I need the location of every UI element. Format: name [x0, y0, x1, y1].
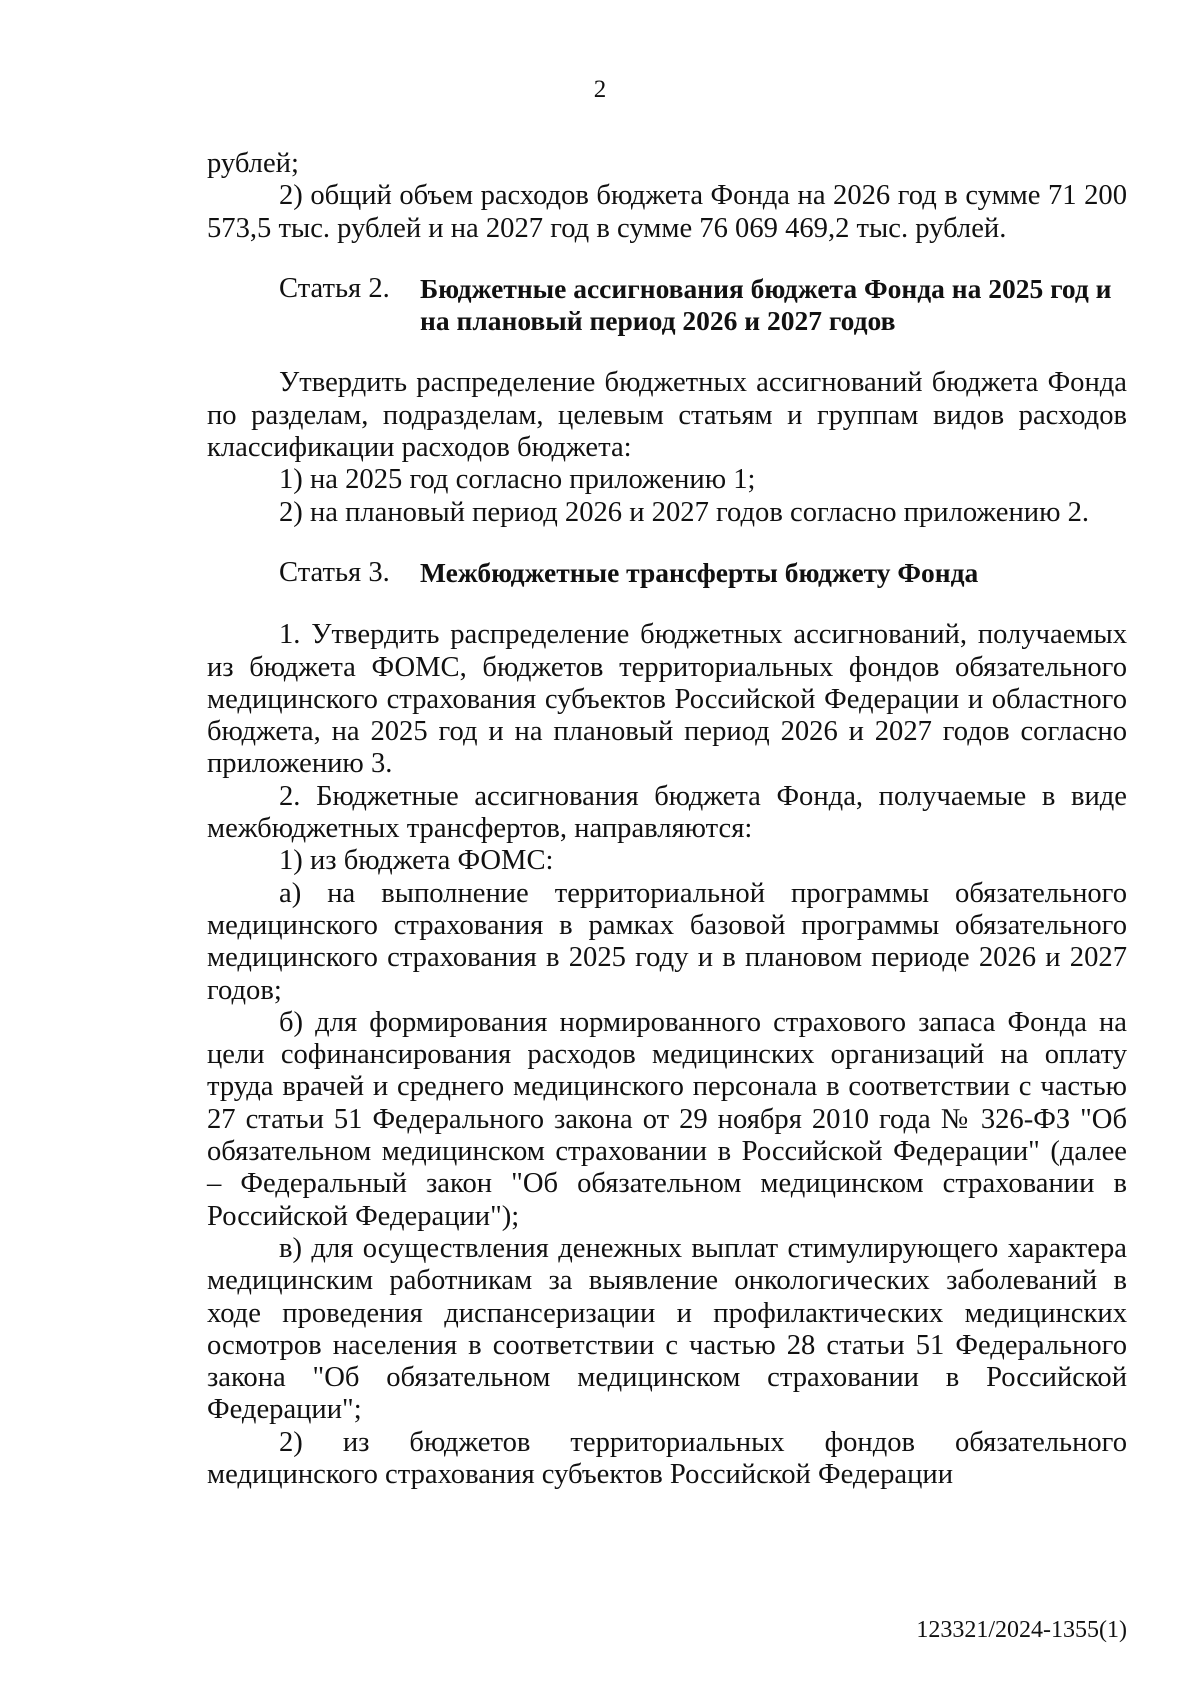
article-3-item-2: 2) из бюджетов территориальных фондов обязательного медицинского страхования субъектов Российской Федерации — [207, 1426, 1127, 1490]
article-2-title: Бюджетные ассигнования бюджета Фонда на 2025 год и на плановый период 2026 и 2027 годов — [420, 272, 1112, 337]
article-3-label: Статья 3. — [279, 556, 390, 588]
paragraph-total-expenses: 2) общий объем расходов бюджета Фонда на 2026 год в сумме 71 200 573,5 тыс. рублей и на 2027 год в сумме 76 069 469,2 тыс. рублей. — [207, 180, 1127, 244]
article-3-subitem-b: б) для формирования нормированного страхового запаса Фонда на цели софинансирования расходов медицинских организаций на оплату труда врачей и среднего медицинского персонала в соответствии с частью 27 статьи 51 Федерального закона от 29 ноября 2010 года № 326-ФЗ "Об обязательном медицинском страховании в Российской Федерации" (далее – Федеральный закон "Об обязательном медицинском страховании в Российской Федерации"); — [207, 1006, 1127, 1232]
article-2-item-1: 1) на 2025 год согласно приложению 1; — [279, 464, 756, 496]
article-2-heading — [207, 273, 1127, 338]
article-3-item-1: 1) из бюджета ФОМС: — [279, 845, 554, 877]
paragraph-continuation: рублей; — [207, 148, 299, 179]
page-number: 2 — [593, 76, 607, 103]
article-2-item-2: 2) на плановый период 2026 и 2027 годов согласно приложению 2. — [279, 496, 1090, 528]
document-body — [207, 148, 1127, 1491]
article-3-subitem-v: в) для осуществления денежных выплат стимулирующего характера медицинским работникам за выявление онкологических заболеваний в ходе проведения диспансеризации и профилактических медицинских осмотров населения в соответствии с частью 28 статьи 51 Федерального закона "Об обязательном медицинском страховании в Российской Федерации"; — [207, 1232, 1127, 1426]
article-2-paragraph: Утвердить распределение бюджетных ассигнований бюджета Фонда по разделам, подразделам, целевым статьям и группам видов расходов классификации расходов бюджета: — [207, 367, 1127, 464]
document-code: 123321/2024-1355(1) — [916, 1617, 1127, 1643]
article-3-heading — [207, 557, 1127, 589]
article-3-paragraph-1: 1. Утвердить распределение бюджетных ассигнований, получаемых из бюджета ФОМС, бюджетов территориальных фондов обязательного медицинского страхования субъектов Российской Федерации и областного бюджета, на 2025 год и на плановый период 2026 и 2027 годов согласно приложению 3. — [207, 619, 1127, 780]
article-3-paragraph-2: 2. Бюджетные ассигнования бюджета Фонда, получаемые в виде межбюджетных трансфертов, направляются: — [207, 780, 1127, 845]
article-2-label: Статья 2. — [279, 272, 390, 304]
article-3-subitem-a: а) на выполнение территориальной программы обязательного медицинского страхования в рамках базовой программы обязательного медицинского страхования в 2025 году и в плановом периоде 2026 и 2027 годов; — [207, 877, 1127, 1006]
article-3-title: Межбюджетные трансферты бюджету Фонда — [420, 556, 979, 588]
